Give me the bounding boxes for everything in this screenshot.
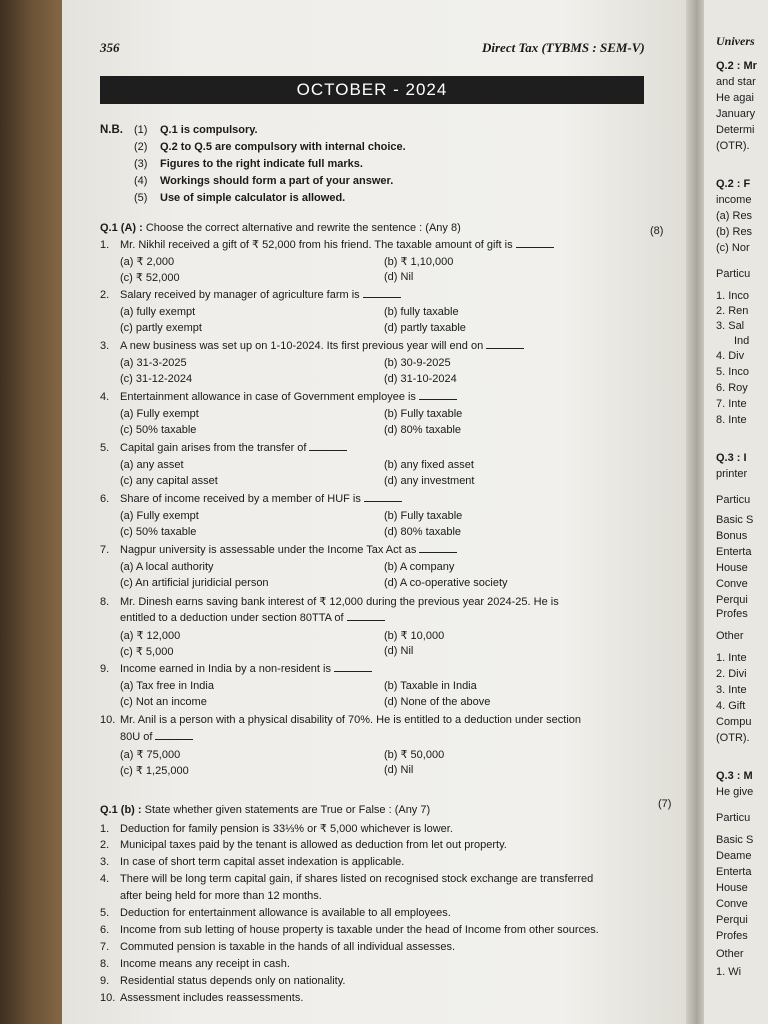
statement-continuation: after being held for more than 12 months. (120, 890, 322, 902)
next-page-text: Univers (716, 34, 755, 48)
next-page-text: 3. Inte (716, 684, 747, 696)
statement (100, 907, 451, 919)
statement-text: Deduction for entertainment allowance is available to all employees. (120, 907, 451, 919)
question-stem (100, 391, 457, 403)
question-text: Mr. Dinesh earns saving bank interest of ₹ 12,000 during the previous year 2024-25. He is (120, 596, 559, 608)
question-text: Share of income received by a member of HUF is (120, 493, 361, 505)
statement-number: 8. (100, 958, 110, 970)
option: (b) ₹ 1,10,000 (384, 256, 454, 268)
question-text: Salary received by manager of agriculture farm is (120, 289, 360, 301)
option: (d) 31-10-2024 (384, 373, 457, 385)
next-page-text: (OTR). (716, 140, 750, 152)
next-page-text: Determi (716, 124, 755, 136)
note-text: Q.2 to Q.5 are compulsory with internal choice. (160, 141, 406, 153)
statement (100, 975, 345, 987)
option: (d) 80% taxable (384, 526, 462, 538)
question-text: A new business was set up on 1-10-2024. Its first previous year will end on (120, 340, 484, 352)
question-stem (100, 493, 402, 505)
statement-number: 9. (100, 975, 110, 987)
next-page-text: 2. Divi (716, 668, 747, 680)
next-page-text: printer (716, 468, 748, 480)
next-page-text: Other (716, 630, 744, 642)
statement (100, 992, 303, 1004)
statement-text: There will be long term capital gain, if shares listed on recognised stock exchange are transferred (120, 873, 594, 885)
note-number: (3) (134, 158, 148, 170)
statement (100, 924, 599, 936)
statement-text: Residential status depends only on nationality. (120, 975, 346, 987)
next-page-text: Enterta (716, 866, 752, 878)
question-stem (100, 663, 372, 675)
next-page-text: 1. Inte (716, 652, 747, 664)
option: (d) Nil (384, 764, 414, 776)
statement-number: 5. (100, 907, 110, 919)
option: (a) ₹ 2,000 (120, 256, 175, 268)
note-number: (4) (134, 175, 148, 187)
statement (100, 941, 455, 953)
answer-blank (486, 340, 524, 349)
statement-number: 1. (100, 823, 110, 835)
option: (c) An artificial juridicial person (120, 577, 269, 589)
next-page-text: 4. Div (716, 350, 745, 362)
option: (c) any capital asset (120, 475, 218, 487)
next-page-text: Q.2 : F (716, 178, 751, 190)
question-continuation (120, 731, 193, 743)
next-page-text: Profes (716, 930, 748, 942)
question-number: 4. (100, 391, 110, 403)
answer-blank (419, 391, 457, 400)
option: (c) 50% taxable (120, 424, 197, 436)
question-number: 5. (100, 442, 110, 454)
next-page-text: 2. Ren (716, 305, 749, 317)
next-page-text: (b) Res (716, 226, 753, 238)
option: (b) 30-9-2025 (384, 357, 451, 369)
next-page-text: House (716, 882, 748, 894)
section-b-marks: (7) (658, 798, 672, 810)
option: (d) Nil (384, 645, 414, 657)
note-number: (5) (134, 192, 148, 204)
option: (a) Fully exempt (120, 510, 199, 522)
statement-number: 2. (100, 839, 110, 851)
answer-blank (334, 663, 372, 672)
statement-text: Commuted pension is taxable in the hands of all individual assesses. (120, 941, 456, 953)
next-page-text: 3. Sal (716, 320, 745, 332)
note-item (134, 192, 345, 204)
next-page-text: 4. Gift (716, 700, 746, 712)
notes-label: N.B. (100, 124, 123, 136)
statement (100, 822, 453, 835)
next-page-text: 7. Inte (716, 398, 747, 410)
answer-blank (516, 239, 554, 248)
option: (d) any investment (384, 475, 475, 487)
option: (b) fully taxable (384, 306, 459, 318)
question-stem (100, 340, 524, 352)
question-number: 2. (100, 289, 110, 301)
question-text: Entertainment allowance in case of Government employee is (120, 391, 416, 403)
option: (a) any asset (120, 459, 184, 471)
question-stem (100, 238, 554, 251)
note-number: (1) (134, 124, 148, 136)
note-item (134, 124, 258, 136)
question-number: 6. (100, 493, 110, 505)
option: (c) 50% taxable (120, 526, 197, 538)
option: (a) Tax free in India (120, 680, 214, 692)
option: (c) Not an income (120, 696, 207, 708)
option: (b) any fixed asset (384, 459, 474, 471)
option: (b) A company (384, 561, 455, 573)
question-text: Capital gain arises from the transfer of (120, 442, 307, 454)
question-number: 9. (100, 663, 110, 675)
book-spine-shadow (0, 0, 70, 1024)
statement-number: 6. (100, 924, 110, 936)
statement-text: In case of short term capital asset indexation is applicable. (120, 856, 405, 868)
answer-blank (363, 289, 401, 298)
next-page-text: Profes (716, 608, 748, 620)
next-page-text: 5. Inco (716, 366, 750, 378)
question-number: 1. (100, 239, 110, 251)
section-a-marks: (8) (650, 225, 664, 237)
next-page-text: Perqui (716, 594, 748, 606)
note-number: (2) (134, 141, 148, 153)
note-item (134, 175, 393, 187)
next-page-text: 8. Inte (716, 414, 747, 426)
option: (a) Fully exempt (120, 408, 199, 420)
note-text: Use of simple calculator is allowed. (160, 192, 346, 204)
option: (a) ₹ 12,000 (120, 630, 181, 642)
statement (100, 958, 290, 970)
question-stem (100, 289, 401, 301)
question-stem (100, 442, 347, 454)
statement-text: Assessment includes reassessments. (120, 992, 304, 1004)
option: (d) Nil (384, 271, 414, 283)
question-number: 7. (100, 544, 110, 556)
next-page-text: 1. Wi (716, 966, 742, 978)
note-text: Workings should form a part of your answer. (160, 175, 394, 187)
next-page-text: Particu (716, 268, 751, 280)
running-title: Direct Tax (TYBMS : SEM-V) (482, 40, 645, 55)
option: (a) ₹ 75,000 (120, 749, 181, 761)
next-page-text: January (716, 108, 756, 120)
continuation-text: entitled to a deduction under section 80TTA of (120, 612, 344, 624)
question-number: 10. (100, 714, 116, 726)
next-page-text: Particu (716, 812, 751, 824)
answer-blank (347, 612, 385, 621)
next-page-edge (704, 0, 768, 1024)
question-stem (100, 544, 457, 556)
next-page-text: He agai (716, 92, 754, 104)
next-page-text: Enterta (716, 546, 752, 558)
statement (100, 873, 593, 885)
page-number: 356 (100, 40, 120, 55)
next-page-text: income (716, 194, 752, 206)
statement-text: Income means any receipt in cash. (120, 958, 290, 970)
option: (c) 31-12-2024 (120, 373, 193, 385)
next-page-text: (OTR). (716, 732, 750, 744)
question-stem (100, 595, 559, 608)
statement (100, 856, 404, 868)
next-page-text: (a) Res (716, 210, 753, 222)
question-number: 8. (100, 596, 110, 608)
exam-title-banner: OCTOBER - 2024 (100, 76, 644, 104)
question-stem (100, 714, 581, 726)
next-page-text: Bonus (716, 530, 748, 542)
statement-text: Municipal taxes paid by the tenant is allowed as deduction from let out property. (120, 839, 507, 851)
statement-number: 4. (100, 873, 110, 885)
option: (d) None of the above (384, 696, 491, 708)
next-page-text: Conve (716, 578, 748, 590)
question-text: Income earned in India by a non-resident is (120, 663, 331, 675)
option: (b) ₹ 50,000 (384, 749, 445, 761)
next-page-text: Deame (716, 850, 752, 862)
option: (c) ₹ 5,000 (120, 646, 174, 658)
question-text: Nagpur university is assessable under the Income Tax Act as (120, 544, 417, 556)
option: (c) partly exempt (120, 322, 202, 334)
next-page-text: Basic S (716, 514, 754, 526)
next-page-text: He give (716, 786, 754, 798)
next-page-text: Other (716, 948, 744, 960)
option: (b) Fully taxable (384, 408, 463, 420)
option: (c) ₹ 52,000 (120, 272, 180, 284)
question-text: Mr. Anil is a person with a physical disability of 70%. He is entitled to a deduction under section (120, 714, 582, 726)
next-page-text: 6. Roy (716, 382, 748, 394)
continuation-text: 80U of (120, 731, 153, 743)
question-continuation (120, 612, 385, 624)
option: (d) A co-operative society (384, 577, 508, 589)
next-page-text: Q.3 : I (716, 452, 747, 464)
option: (d) partly taxable (384, 322, 466, 334)
next-page-text: (c) Nor (716, 242, 750, 254)
next-page-text: Basic S (716, 834, 754, 846)
section-b-heading: Q.1 (b) : State whether given statements are True or False : (Any 7) (100, 804, 431, 816)
next-page-text: Ind (734, 335, 750, 347)
option: (a) fully exempt (120, 306, 196, 318)
next-page-text: Q.2 : Mr (716, 60, 757, 72)
question-paper-page (62, 0, 686, 1024)
note-text: Q.1 is compulsory. (160, 124, 258, 136)
answer-blank (309, 442, 347, 451)
option: (a) A local authority (120, 561, 214, 573)
next-page-text: House (716, 562, 748, 574)
option: (d) 80% taxable (384, 424, 462, 436)
statement (100, 839, 507, 851)
statement-number: 3. (100, 856, 110, 868)
statement-text: Deduction for family pension is 33⅓% or ₹ 5,000 whichever is lower. (120, 823, 453, 835)
option: (a) 31-3-2025 (120, 357, 187, 369)
next-page-text: Conve (716, 898, 748, 910)
next-page-text: and star (716, 76, 756, 88)
section-a-heading: Q.1 (A) : Choose the correct alternative and rewrite the sentence : (Any 8) (100, 222, 461, 234)
answer-blank (419, 544, 457, 553)
statement-number: 10. (100, 992, 116, 1004)
option: (b) Taxable in India (384, 680, 477, 692)
question-text: Mr. Nikhil received a gift of ₹ 52,000 from his friend. The taxable amount of gift is (120, 239, 513, 251)
next-page-text: Compu (716, 716, 752, 728)
option: (b) ₹ 10,000 (384, 630, 445, 642)
statement-text: Income from sub letting of house property is taxable under the head of Income from other sources. (120, 924, 599, 936)
question-number: 3. (100, 340, 110, 352)
note-item (134, 141, 406, 153)
next-page-text: Q.3 : M (716, 770, 753, 782)
page-gutter (686, 0, 704, 1024)
option: (c) ₹ 1,25,000 (120, 765, 189, 777)
statement-number: 7. (100, 941, 110, 953)
next-page-text: Particu (716, 494, 751, 506)
next-page-text: 1. Inco (716, 290, 750, 302)
answer-blank (364, 493, 402, 502)
next-page-text: Perqui (716, 914, 748, 926)
answer-blank (155, 731, 193, 740)
note-item (134, 158, 363, 170)
option: (b) Fully taxable (384, 510, 463, 522)
note-text: Figures to the right indicate full marks. (160, 158, 363, 170)
